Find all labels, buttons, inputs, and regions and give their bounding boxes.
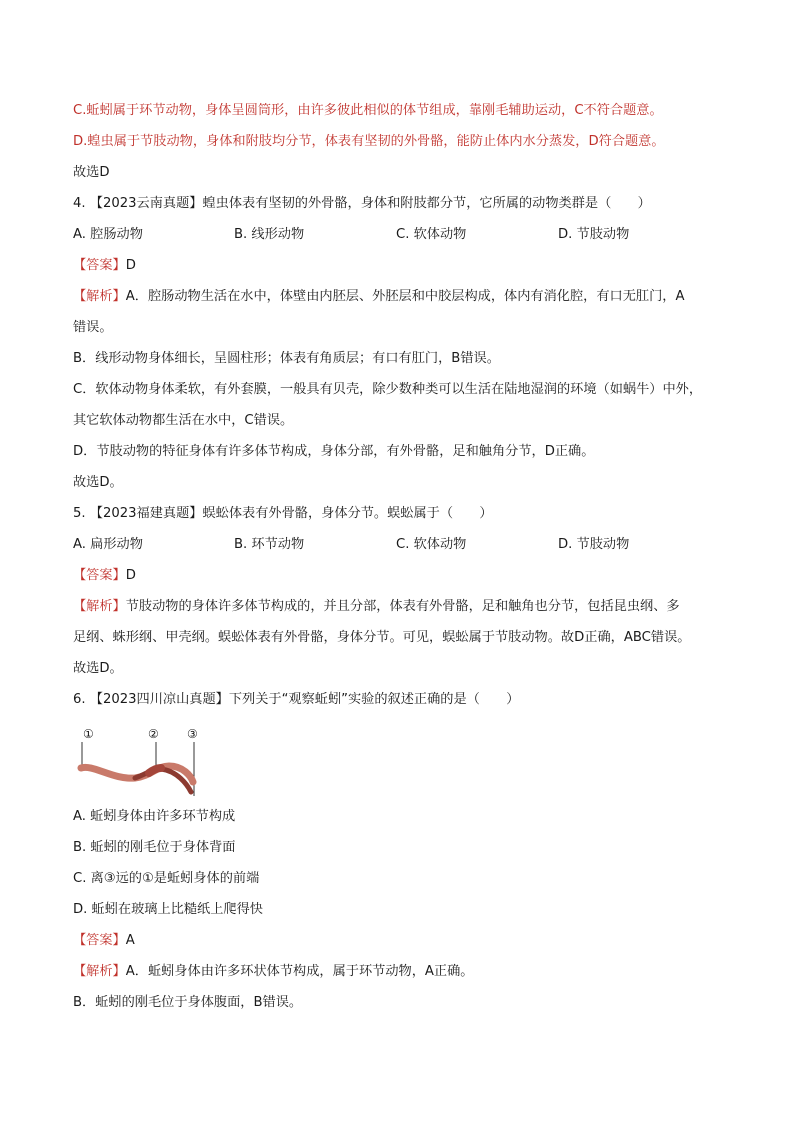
analysis-tag: 【解析】: [73, 964, 126, 979]
q4-analysis-c2: 其它软体动物都生活在水中，C错误。: [73, 413, 294, 428]
figure-label-1: ①: [83, 727, 94, 741]
answer-tag: 【答案】: [73, 933, 126, 948]
q4-analysis-d: D．节肢动物的特征身体有许多体节构成，身体分部，有外骨骼，足和触角分节，D正确。: [73, 444, 595, 459]
q4-analysis-c1: C．软体动物身体柔软，有外套膜，一般具有贝壳，除少数种类可以生活在陆地湿润的环境（如蜗牛）中外，: [73, 382, 703, 397]
q5-analysis-2: 足纲、蛛形纲、甲壳纲。蜈蚣体表有外骨骼，身体分节。可见，蜈蚣属于节肢动物。故D正确，ABC错误。: [73, 630, 691, 645]
q5-options: [73, 536, 713, 554]
q5-option-a: A. 扁形动物: [73, 537, 143, 552]
q4-conclusion: 故选D。: [73, 475, 123, 490]
figure-label-2: ②: [148, 727, 159, 741]
q6-analysis-b: B．蚯蚓的刚毛位于身体腹面，B错误。: [73, 995, 303, 1010]
q6-option-b: B. 蚯蚓的刚毛位于身体背面: [73, 840, 236, 855]
q4-option-d: D. 节肢动物: [558, 227, 630, 242]
q5-stem: 5. 【2023福建真题】蜈蚣体表有外骨骼，身体分节。蜈蚣属于（ ）: [73, 506, 493, 521]
q6-option-c: C. 离③远的①是蚯蚓身体的前端: [73, 871, 260, 886]
q6-option-a: A. 蚯蚓身体由许多环节构成: [73, 809, 236, 824]
q4-option-b: B. 线形动物: [234, 227, 305, 242]
q6-answer: [73, 932, 135, 950]
q5-option-c: C. 软体动物: [396, 537, 467, 552]
figure-label-3: ③: [187, 727, 198, 741]
analysis-tag: 【解析】: [73, 289, 126, 304]
q6-analysis-a: [73, 963, 473, 981]
q5-answer: [73, 567, 136, 585]
q5-analysis-1: [73, 598, 680, 616]
answer-value: A: [125, 933, 135, 948]
analysis-text: A．腔肠动物生活在水中，体壁由内胚层、外胚层和中胶层构成，体内有消化腔，有口无肛门，A: [125, 289, 685, 304]
q6-option-d: D. 蚯蚓在玻璃上比糙纸上爬得快: [73, 902, 263, 917]
q4-analysis-b: B．线形动物身体细长，呈圆柱形；体表有角质层；有口有肛门，B错误。: [73, 351, 500, 366]
q6-stem: 6. 【2023四川凉山真题】下列关于“观察蚯蚓”实验的叙述正确的是（ ）: [73, 692, 520, 707]
answer-tag: 【答案】: [73, 568, 126, 583]
answer-value: D: [125, 568, 136, 583]
prev-analysis-c: C.蚯蚓属于环节动物，身体呈圆筒形，由许多彼此相似的体节组成，靠刚毛辅助运动，C不符合题意。: [73, 103, 663, 118]
q5-conclusion: 故选D。: [73, 661, 123, 676]
q4-option-a: A. 腔肠动物: [73, 227, 143, 242]
analysis-tag: 【解析】: [73, 599, 126, 614]
prev-conclusion: 故选D: [73, 165, 110, 180]
answer-tag: 【答案】: [73, 258, 126, 273]
q5-option-b: B. 环节动物: [234, 537, 305, 552]
q4-option-c: C. 软体动物: [396, 227, 467, 242]
analysis-text: A．蚯蚓身体由许多环状体节构成，属于环节动物，A正确。: [125, 964, 474, 979]
q4-answer: [73, 257, 136, 275]
earthworm-figure: [73, 722, 213, 802]
q5-option-d: D. 节肢动物: [558, 537, 630, 552]
q4-options: [73, 226, 713, 244]
prev-analysis-d: D.蝗虫属于节肢动物，身体和附肢均分节，体表有坚韧的外骨骼，能防止体内水分蒸发，D符合题意。: [73, 134, 665, 149]
q4-stem: 4. 【2023云南真题】蝗虫体表有坚韧的外骨骼，身体和附肢都分节，它所属的动物类群是（ ）: [73, 196, 651, 211]
analysis-text: 节肢动物的身体许多体节构成的，并且分部，体表有外骨骼，足和触角也分节，包括昆虫纲、多: [125, 599, 680, 614]
answer-value: D: [125, 258, 136, 273]
q4-analysis-a2: 错误。: [73, 320, 113, 335]
q4-analysis-a1: [73, 288, 684, 306]
